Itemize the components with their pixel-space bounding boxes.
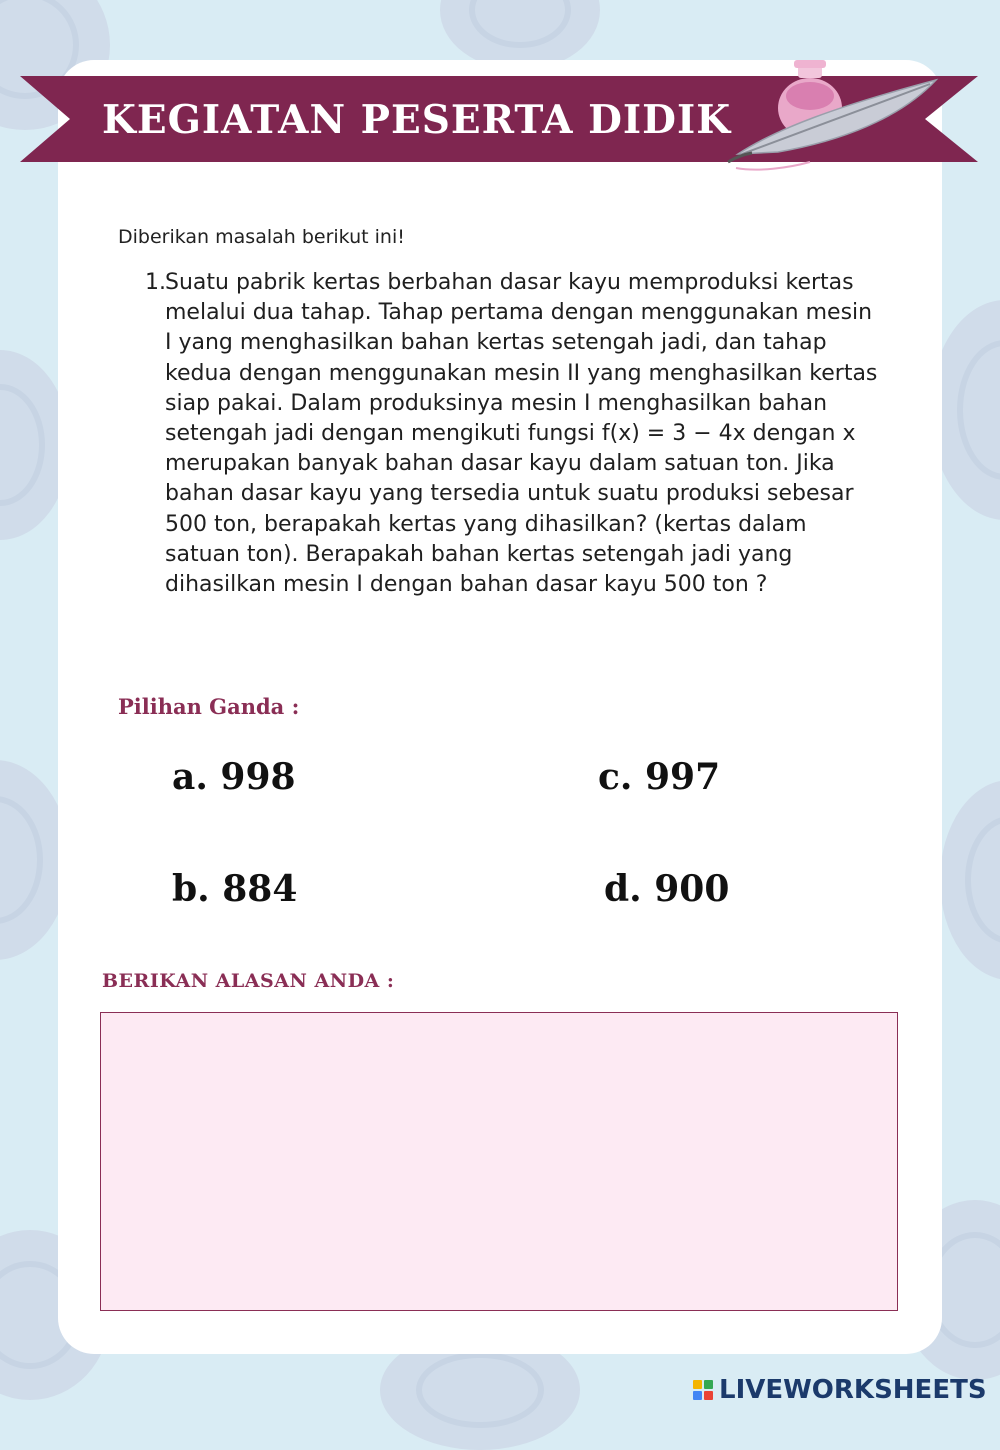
reason-input[interactable] [100, 1012, 898, 1311]
problem-number: 1. [145, 270, 166, 295]
brand-text: LIVEWORKSHEETS [719, 1375, 987, 1405]
liveworksheets-logo-icon [693, 1380, 713, 1400]
liveworksheets-brand [693, 1375, 987, 1405]
multiple-choice-label: Pilihan Ganda : [118, 694, 300, 719]
problem-item [145, 268, 885, 600]
problem-text: Suatu pabrik kertas berbahan dasar kayu memproduksi kertas melalui dua tahap. Tahap pertama dengan menggunakan mesin I yang menghasilkan bahan kertas setengah jadi, dan tahap kedua dengan menggunakan mesin II yang menghasilkan kertas siap pakai. Dalam produksinya mesin I menghasilkan bahan setengah jadi dengan mengikuti fungsi f(x) = 3 − 4x dengan x merupakan banyak bahan dasar kayu dalam satuan ton. Jika bahan dasar kayu yang tersedia untuk suatu produksi sebesar 500 ton, berapakah kertas yang dihasilkan? (kertas dalam satuan ton). Berapakah bahan kertas setengah jadi yang dihasilkan mesin I dengan bahan dasar kayu 500 ton ? [165, 270, 878, 598]
choice-c[interactable]: c. 997 [598, 756, 721, 798]
reason-label: BERIKAN ALASAN ANDA : [102, 970, 395, 992]
choice-b[interactable]: b. 884 [172, 868, 298, 910]
background-seal [940, 780, 1000, 980]
page-title: KEGIATAN PESERTA DIDIK [102, 97, 732, 143]
choice-a[interactable]: a. 998 [172, 756, 296, 798]
quill-inkwell-icon [718, 58, 948, 178]
choice-d[interactable]: d. 900 [604, 868, 730, 910]
intro-text: Diberikan masalah berikut ini! [118, 226, 405, 248]
